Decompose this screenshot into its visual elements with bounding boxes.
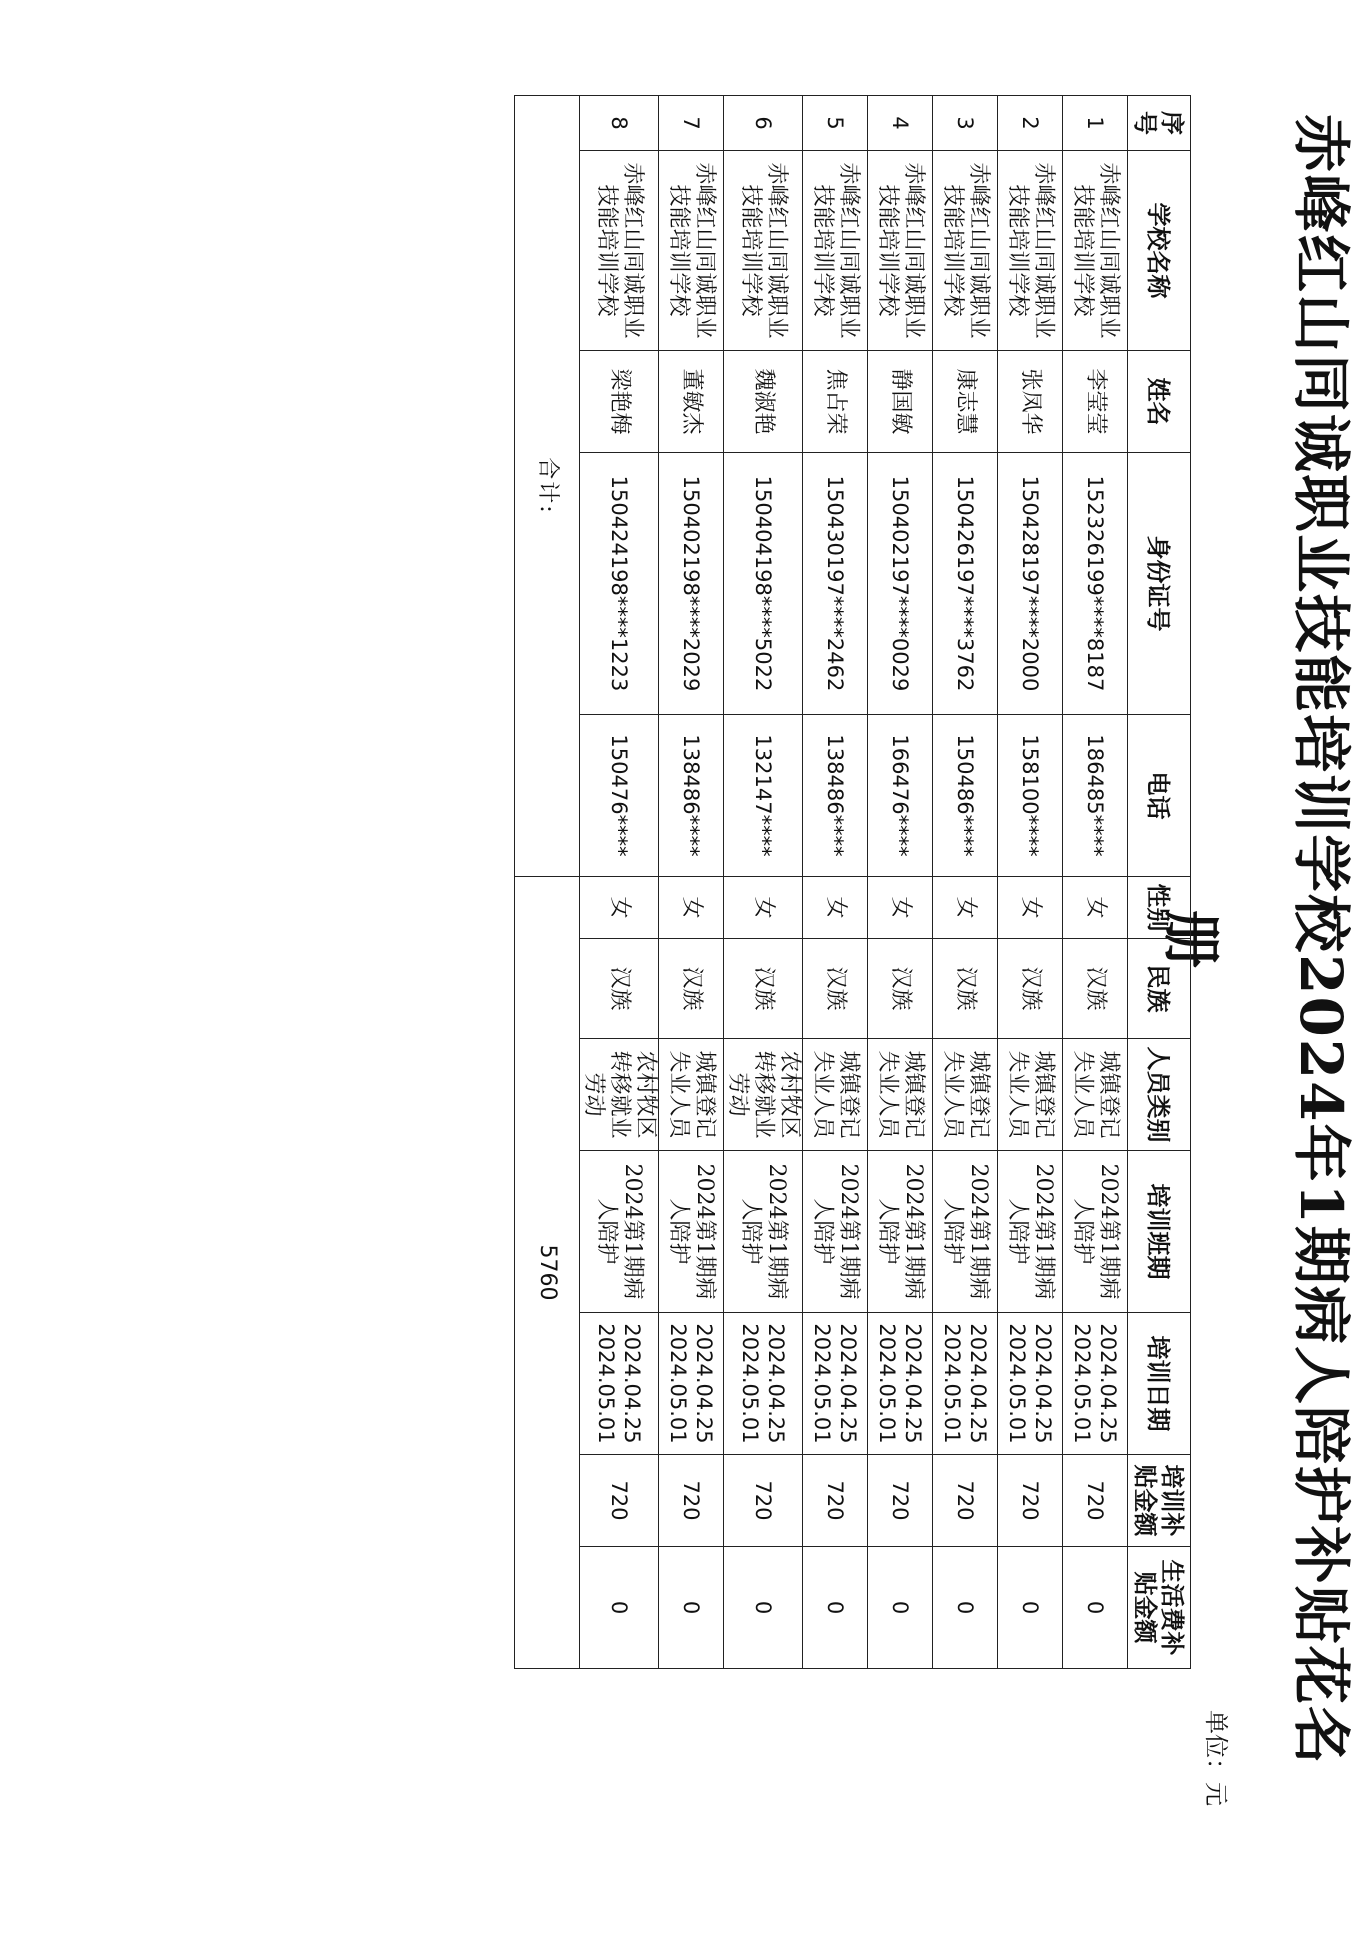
school-cell: 赤峰红山同诚职业技能培训学校 (659, 151, 724, 351)
row-number: 7 (659, 96, 724, 151)
name-cell: 静国敏 (868, 351, 933, 453)
school-cell: 赤峰红山同诚职业技能培训学校 (1063, 151, 1128, 351)
class-period-cell: 2024第1期病人陪护 (998, 1151, 1063, 1313)
training-subsidy-cell: 720 (580, 1455, 659, 1547)
living-subsidy-cell: 0 (724, 1547, 803, 1669)
class-period-cell: 2024第1期病人陪护 (724, 1151, 803, 1313)
table-row (998, 96, 1063, 1669)
training-subsidy-cell: 720 (659, 1455, 724, 1547)
name-cell: 魏淑艳 (724, 351, 803, 453)
column-header: 电话 (1128, 715, 1191, 877)
class-period-cell: 2024第1期病人陪护 (803, 1151, 868, 1313)
living-subsidy-cell: 0 (933, 1547, 998, 1669)
roster-sheet (336, 90, 1371, 1870)
gender-cell: 女 (998, 877, 1063, 939)
class-period-cell: 2024第1期病人陪护 (1063, 1151, 1128, 1313)
category-cell: 农村牧区转移就业劳动 (580, 1039, 659, 1151)
training-subsidy-cell: 720 (803, 1455, 868, 1547)
total-row (515, 96, 580, 1669)
column-header: 序号 (1128, 96, 1191, 151)
training-subsidy-cell: 720 (933, 1455, 998, 1547)
category-cell: 城镇登记失业人员 (659, 1039, 724, 1151)
table-row (1063, 96, 1128, 1669)
id-cell: 150426197****3762 (933, 453, 998, 715)
living-subsidy-cell: 0 (1063, 1547, 1128, 1669)
total-value: 5760 (515, 877, 580, 1669)
row-number: 1 (1063, 96, 1128, 151)
class-period-cell: 2024第1期病人陪护 (580, 1151, 659, 1313)
ethnicity-cell: 汉族 (803, 939, 868, 1039)
name-cell: 李莹莹 (1063, 351, 1128, 453)
id-cell: 150402197****0029 (868, 453, 933, 715)
roster-table (514, 95, 1191, 1669)
category-cell: 城镇登记失业人员 (1063, 1039, 1128, 1151)
dates-cell: 2024.04.25 2024.05.01 (868, 1313, 933, 1455)
id-cell: 152326199****8187 (1063, 453, 1128, 715)
table-row (659, 96, 724, 1669)
ethnicity-cell: 汉族 (1063, 939, 1128, 1039)
ethnicity-cell: 汉族 (580, 939, 659, 1039)
name-cell: 张凤华 (998, 351, 1063, 453)
category-cell: 农村牧区转移就业劳动 (724, 1039, 803, 1151)
name-cell: 梁艳梅 (580, 351, 659, 453)
gender-cell: 女 (659, 877, 724, 939)
column-header: 姓名 (1128, 351, 1191, 453)
ethnicity-cell: 汉族 (933, 939, 998, 1039)
phone-cell: 138486**** (659, 715, 724, 877)
header-row (1128, 96, 1191, 1669)
id-cell: 150430197****2462 (803, 453, 868, 715)
school-cell: 赤峰红山同诚职业技能培训学校 (998, 151, 1063, 351)
dates-cell: 2024.04.25 2024.05.01 (933, 1313, 998, 1455)
total-label: 合计: (515, 96, 580, 877)
phone-cell: 132147**** (724, 715, 803, 877)
table-row (933, 96, 998, 1669)
name-cell: 董敏杰 (659, 351, 724, 453)
phone-cell: 150476**** (580, 715, 659, 877)
unit-label: 单位：元 (1202, 1710, 1230, 1806)
living-subsidy-cell: 0 (580, 1547, 659, 1669)
table-row (803, 96, 868, 1669)
column-header: 性别 (1128, 877, 1191, 939)
row-number: 2 (998, 96, 1063, 151)
gender-cell: 女 (803, 877, 868, 939)
table-row (580, 96, 659, 1669)
category-cell: 城镇登记失业人员 (998, 1039, 1063, 1151)
phone-cell: 186485**** (1063, 715, 1128, 877)
id-cell: 150402198****2029 (659, 453, 724, 715)
row-number: 5 (803, 96, 868, 151)
row-number: 4 (868, 96, 933, 151)
ethnicity-cell: 汉族 (724, 939, 803, 1039)
school-cell: 赤峰红山同诚职业技能培训学校 (803, 151, 868, 351)
ethnicity-cell: 汉族 (659, 939, 724, 1039)
dates-cell: 2024.04.25 2024.05.01 (1063, 1313, 1128, 1455)
column-header: 身份证号 (1128, 453, 1191, 715)
dates-cell: 2024.04.25 2024.05.01 (998, 1313, 1063, 1455)
class-period-cell: 2024第1期病人陪护 (933, 1151, 998, 1313)
phone-cell: 138486**** (803, 715, 868, 877)
table-row (868, 96, 933, 1669)
living-subsidy-cell: 0 (659, 1547, 724, 1669)
dates-cell: 2024.04.25 2024.05.01 (659, 1313, 724, 1455)
training-subsidy-cell: 720 (724, 1455, 803, 1547)
living-subsidy-cell: 0 (803, 1547, 868, 1669)
category-cell: 城镇登记失业人员 (868, 1039, 933, 1151)
row-number: 8 (580, 96, 659, 151)
row-number: 3 (933, 96, 998, 151)
name-cell: 康志慧 (933, 351, 998, 453)
dates-cell: 2024.04.25 2024.05.01 (724, 1313, 803, 1455)
school-cell: 赤峰红山同诚职业技能培训学校 (580, 151, 659, 351)
category-cell: 城镇登记失业人员 (803, 1039, 868, 1151)
column-header: 人员类别 (1128, 1039, 1191, 1151)
gender-cell: 女 (724, 877, 803, 939)
gender-cell: 女 (1063, 877, 1128, 939)
living-subsidy-cell: 0 (998, 1547, 1063, 1669)
phone-cell: 158100**** (998, 715, 1063, 877)
column-header: 民族 (1128, 939, 1191, 1039)
column-header: 学校名称 (1128, 151, 1191, 351)
column-header: 培训班期 (1128, 1151, 1191, 1313)
training-subsidy-cell: 720 (998, 1455, 1063, 1547)
document-title: 赤峰红山同诚职业技能培训学校2024年1期病人陪护补贴花名册 (1157, 114, 1355, 1766)
ethnicity-cell: 汉族 (998, 939, 1063, 1039)
id-cell: 150404198****5022 (724, 453, 803, 715)
gender-cell: 女 (933, 877, 998, 939)
class-period-cell: 2024第1期病人陪护 (659, 1151, 724, 1313)
gender-cell: 女 (868, 877, 933, 939)
training-subsidy-cell: 720 (868, 1455, 933, 1547)
school-cell: 赤峰红山同诚职业技能培训学校 (868, 151, 933, 351)
row-number: 6 (724, 96, 803, 151)
name-cell: 焦占荣 (803, 351, 868, 453)
category-cell: 城镇登记失业人员 (933, 1039, 998, 1151)
id-cell: 150428197****2000 (998, 453, 1063, 715)
column-header: 生活费补贴金额 (1128, 1547, 1191, 1669)
training-subsidy-cell: 720 (1063, 1455, 1128, 1547)
id-cell: 150424198****1223 (580, 453, 659, 715)
school-cell: 赤峰红山同诚职业技能培训学校 (933, 151, 998, 351)
school-cell: 赤峰红山同诚职业技能培训学校 (724, 151, 803, 351)
dates-cell: 2024.04.25 2024.05.01 (803, 1313, 868, 1455)
table-row (724, 96, 803, 1669)
class-period-cell: 2024第1期病人陪护 (868, 1151, 933, 1313)
living-subsidy-cell: 0 (868, 1547, 933, 1669)
phone-cell: 150486**** (933, 715, 998, 877)
gender-cell: 女 (580, 877, 659, 939)
phone-cell: 166476**** (868, 715, 933, 877)
column-header: 培训日期 (1128, 1313, 1191, 1455)
column-header: 培训补贴金额 (1128, 1455, 1191, 1547)
dates-cell: 2024.04.25 2024.05.01 (580, 1313, 659, 1455)
ethnicity-cell: 汉族 (868, 939, 933, 1039)
